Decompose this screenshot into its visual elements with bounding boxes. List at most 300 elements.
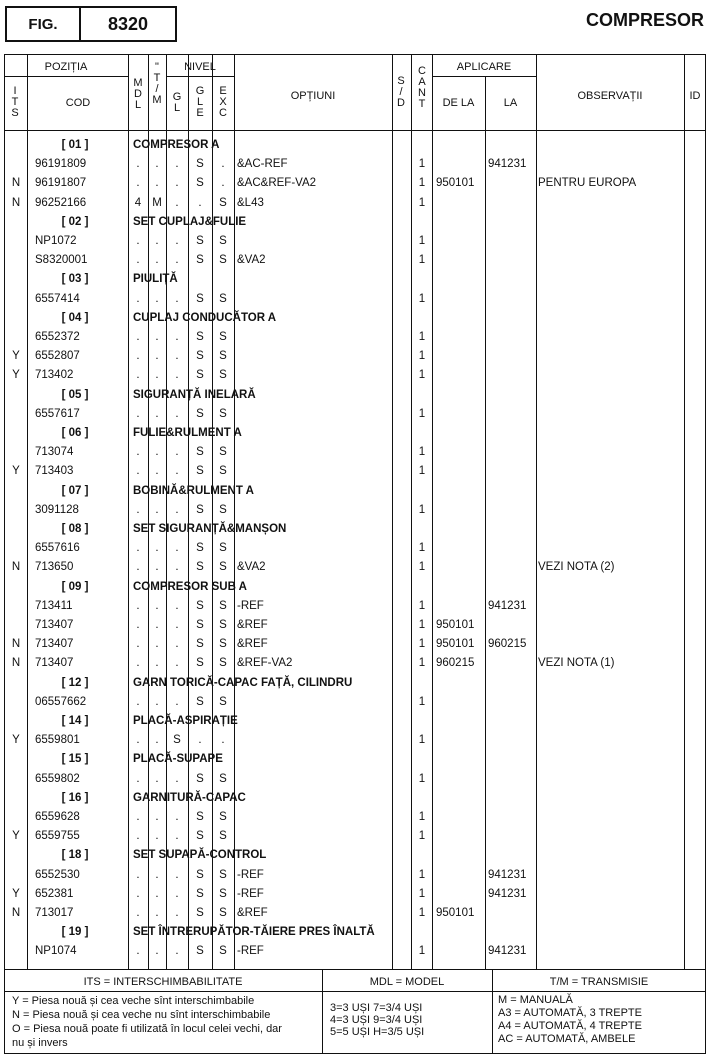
gle-value: S	[196, 907, 204, 919]
mdl-value: .	[136, 561, 140, 574]
group-number: [ 19 ]	[61, 926, 89, 939]
legend-its-line: Y = Piesa nouă și cea veche sînt interschimbabile	[12, 995, 255, 1007]
gle-value: S	[196, 254, 204, 267]
grid-line	[485, 76, 486, 970]
tm-value: .	[155, 465, 159, 478]
header-pozitia: POZIȚIA	[44, 61, 88, 73]
exc-value: S	[219, 599, 227, 612]
gle-value: S	[196, 561, 204, 574]
group-number: [ 05 ]	[61, 388, 89, 401]
gle-value: S	[196, 158, 204, 171]
grid-line	[411, 54, 412, 970]
gle-value: S	[196, 235, 204, 247]
gle-value: S	[196, 945, 204, 958]
dela-value: 960215	[436, 657, 475, 670]
part-code: 713407	[35, 638, 74, 651]
exc-value: S	[219, 695, 227, 708]
legend-its-title: ITS = INTERSCHIMBABILITATE	[83, 976, 243, 988]
legend-divider	[4, 991, 706, 992]
mdl-value: .	[136, 945, 140, 958]
mdl-value: .	[136, 331, 140, 343]
exc-value: S	[219, 235, 227, 247]
gl-value: .	[175, 561, 179, 574]
exc-value: .	[221, 734, 225, 747]
cant-value: 1	[418, 657, 426, 670]
group-name: PLACĂ-ASPIRAȚIE	[133, 715, 238, 727]
exc-value: S	[219, 542, 227, 555]
gl-value: .	[175, 868, 179, 881]
legend-mdl-title: MDL = MODEL	[369, 976, 445, 988]
tm-value: .	[155, 331, 159, 343]
exc-value: S	[219, 868, 227, 881]
cant-value: 1	[418, 158, 426, 171]
group-number: [ 06 ]	[61, 427, 89, 439]
cant-value: 1	[418, 465, 426, 478]
gl-value: .	[175, 235, 179, 247]
legend-its-line: O = Piesa nouă poate fi utilizată în locul celei vechi, dar	[12, 1023, 282, 1035]
group-name: SET SUPAPĂ-CONTROL	[133, 849, 267, 862]
header-id: ID	[689, 90, 701, 102]
mdl-value: .	[136, 811, 140, 823]
exc-value: S	[219, 407, 227, 420]
option-value: &REF-VA2	[237, 657, 293, 670]
part-code: S8320001	[35, 254, 88, 267]
its-value: Y	[12, 734, 20, 747]
gle-value: S	[196, 369, 204, 382]
option-value: &REF	[237, 619, 268, 631]
gl-value: .	[175, 638, 179, 651]
gle-value: S	[196, 830, 204, 843]
cant-value: 1	[418, 369, 426, 382]
aplicare-divider	[432, 76, 536, 77]
part-code: 96191807	[35, 177, 87, 190]
gle-value: S	[196, 465, 204, 478]
mdl-value: .	[136, 868, 140, 881]
gl-value: .	[175, 772, 179, 785]
gl-value: .	[175, 446, 179, 459]
part-code: 6557617	[35, 407, 80, 420]
exc-value: S	[219, 446, 227, 459]
cant-value: 1	[418, 542, 426, 555]
tm-value: .	[155, 772, 159, 785]
group-number: [ 09 ]	[61, 580, 89, 593]
group-name: CUPLAJ CONDUCĂTOR A	[133, 311, 277, 324]
exc-value: S	[219, 619, 227, 631]
its-value: Y	[12, 369, 20, 382]
group-number: [ 18 ]	[61, 849, 89, 862]
cant-value: 1	[418, 350, 426, 363]
gle-value: S	[196, 407, 204, 420]
tm-value: .	[155, 945, 159, 958]
gl-value: .	[175, 657, 179, 670]
its-value: N	[11, 196, 21, 209]
grid-line	[234, 54, 235, 970]
cant-value: 1	[418, 331, 426, 343]
gl-value: .	[175, 254, 179, 267]
dela-value: 950101	[436, 177, 475, 190]
legend-tm-line: A4 = AUTOMATĂ, 4 TREPTE	[498, 1020, 642, 1032]
cant-value: 1	[418, 907, 426, 919]
legend-mdl-line: 3=3 UȘI 7=3/4 UȘI	[330, 1002, 423, 1014]
header-cod: COD	[65, 97, 91, 109]
option-value: &AC&REF-VA2	[237, 177, 317, 190]
group-number: [ 04 ]	[61, 311, 89, 324]
parts-table	[4, 54, 706, 970]
gle-value: S	[196, 446, 204, 459]
header-dela: DE LA	[442, 97, 475, 109]
cant-value: 1	[418, 734, 426, 747]
group-name: PIULIȚĂ	[133, 273, 178, 286]
gle-value: S	[196, 657, 204, 670]
mdl-value: .	[136, 254, 140, 267]
tm-value: .	[155, 369, 159, 382]
grid-line	[148, 54, 149, 970]
tm-value: .	[155, 235, 159, 247]
nivel-divider	[166, 76, 234, 77]
gl-value: .	[175, 465, 179, 478]
group-name: PLACĂ-SUPAPE	[133, 753, 223, 766]
tm-value: .	[155, 350, 159, 363]
exc-value: S	[219, 350, 227, 363]
part-code: 6559802	[35, 772, 80, 785]
grid-line	[188, 54, 189, 970]
exc-value: S	[219, 811, 227, 823]
mdl-value: .	[136, 830, 140, 843]
part-code: 96191809	[35, 158, 87, 171]
gl-value: .	[175, 695, 179, 708]
tm-value: .	[155, 619, 159, 631]
exc-value: S	[219, 887, 227, 900]
option-value: &L43	[237, 196, 264, 209]
tm-value: M	[152, 196, 162, 209]
mdl-value: .	[136, 446, 140, 459]
part-code: 713074	[35, 446, 74, 459]
mdl-value: .	[136, 542, 140, 555]
header-cant: C A N T	[418, 65, 426, 110]
part-code: 6559755	[35, 830, 80, 843]
gle-value: S	[196, 331, 204, 343]
page-title: COMPRESOR	[585, 10, 704, 30]
cant-value: 1	[418, 811, 426, 823]
gl-value: .	[175, 811, 179, 823]
gle-value: S	[196, 619, 204, 631]
observatii-value: VEZI NOTA (1)	[538, 657, 615, 670]
grid-line	[27, 54, 28, 970]
grid-line	[432, 54, 433, 970]
part-code: 713403	[35, 465, 74, 478]
exc-value: S	[219, 254, 227, 267]
cant-value: 1	[418, 619, 426, 631]
its-value: Y	[12, 465, 20, 478]
part-code: 713402	[35, 369, 74, 382]
exc-value: .	[221, 158, 225, 171]
part-code: 713407	[35, 657, 74, 670]
gl-value: .	[175, 830, 179, 843]
group-name: COMPRESOR A	[133, 139, 220, 151]
grid-line	[392, 54, 393, 970]
header-its: I T S	[11, 85, 19, 119]
option-value: &VA2	[237, 254, 266, 267]
gl-value: .	[175, 292, 179, 305]
part-code: 6557414	[35, 292, 80, 305]
part-code: 3091128	[35, 503, 79, 516]
mdl-value: .	[136, 369, 140, 382]
cant-value: 1	[418, 177, 426, 190]
part-code: NP1072	[35, 235, 77, 247]
gle-value: S	[196, 350, 204, 363]
cant-value: 1	[418, 292, 426, 305]
tm-value: .	[155, 695, 159, 708]
its-value: N	[11, 657, 21, 670]
gl-value: .	[175, 599, 179, 612]
mdl-value: .	[136, 350, 140, 363]
gl-value: .	[175, 945, 179, 958]
cant-value: 1	[418, 599, 426, 612]
tm-value: .	[155, 407, 159, 420]
grid-line	[212, 54, 213, 970]
mdl-value: .	[136, 907, 140, 919]
tm-value: .	[155, 830, 159, 843]
header-la: LA	[503, 97, 518, 109]
header-observatii: OBSERVAȚII	[577, 90, 643, 102]
header-sd: S / D	[397, 75, 405, 109]
part-code: 6557616	[35, 542, 80, 555]
group-number: [ 07 ]	[61, 484, 89, 497]
part-code: 713411	[35, 599, 73, 612]
tm-value: .	[155, 254, 159, 267]
gle-value: S	[196, 177, 204, 190]
its-value: Y	[12, 830, 20, 843]
group-name: SET ÎNTRERUPĂTOR-TĂIERE PRES ÎNALTĂ	[133, 926, 375, 939]
exc-value: S	[219, 331, 227, 343]
grid-line	[536, 54, 537, 970]
tm-value: .	[155, 811, 159, 823]
observatii-value: VEZI NOTA (2)	[538, 561, 615, 574]
tm-value: .	[155, 561, 159, 574]
exc-value: .	[221, 177, 225, 190]
gle-value: S	[196, 772, 204, 785]
gl-value: .	[175, 503, 179, 516]
option-value: &REF	[237, 638, 268, 651]
exc-value: S	[219, 503, 227, 516]
group-name: BOBINĂ&RULMENT A	[133, 484, 254, 497]
tm-value: .	[155, 599, 159, 612]
gl-value: .	[175, 158, 179, 171]
exc-value: S	[219, 907, 227, 919]
part-code: 6559801	[35, 734, 80, 747]
tm-value: .	[155, 542, 159, 555]
tm-value: .	[155, 734, 159, 747]
tm-value: .	[155, 158, 159, 171]
gl-value: .	[175, 196, 179, 209]
gl-value: .	[175, 177, 179, 190]
la-value: 941231	[488, 158, 527, 171]
cant-value: 1	[418, 196, 426, 209]
exc-value: S	[219, 772, 227, 785]
option-value: &REF	[237, 907, 268, 919]
group-number: [ 15 ]	[61, 753, 89, 766]
mdl-value: .	[136, 887, 140, 900]
la-value: 941231	[488, 887, 527, 900]
cant-value: 1	[418, 235, 426, 247]
gle-value: S	[196, 695, 204, 708]
group-name: SIGURANȚĂ INELARĂ	[133, 388, 256, 401]
group-number: [ 12 ]	[61, 676, 89, 689]
option-value: &VA2	[237, 561, 266, 574]
mdl-value: .	[136, 772, 140, 785]
exc-value: S	[219, 945, 227, 958]
cant-value: 1	[418, 887, 426, 900]
legend-tm-line: M = MANUALĂ	[498, 994, 573, 1006]
gle-value: S	[196, 292, 204, 305]
exc-value: S	[219, 657, 227, 670]
la-value: 941231	[488, 599, 527, 612]
option-value: &AC-REF	[237, 158, 288, 171]
exc-value: S	[219, 369, 227, 382]
gle-value: S	[196, 542, 204, 555]
group-number: [ 03 ]	[61, 273, 89, 286]
gl-value: .	[175, 887, 179, 900]
its-value: N	[11, 638, 21, 651]
mdl-value: .	[136, 599, 140, 612]
gle-value: S	[196, 503, 204, 516]
tm-value: .	[155, 177, 159, 190]
exc-value: S	[219, 292, 227, 305]
part-code: 713407	[35, 619, 74, 631]
legend-tm-line: A3 = AUTOMATĂ, 3 TREPTE	[498, 1007, 642, 1019]
cant-value: 1	[418, 945, 426, 958]
mdl-value: .	[136, 407, 140, 420]
mdl-value: .	[136, 503, 140, 516]
option-value: -REF	[237, 945, 264, 958]
mdl-value: .	[136, 619, 140, 631]
fig-label: FIG.	[5, 6, 81, 42]
tm-value: .	[155, 907, 159, 919]
legend-mdl-line: 5=5 UȘI H=3/5 UȘI	[330, 1026, 425, 1038]
header-mdl: M D L	[133, 77, 143, 111]
cant-value: 1	[418, 503, 426, 516]
header-divider	[4, 130, 706, 131]
cant-value: 1	[418, 407, 426, 420]
part-code: 6552372	[35, 331, 80, 343]
legend-tm-line: AC = AUTOMATĂ, AMBELE	[498, 1033, 636, 1045]
exc-value: S	[219, 561, 227, 574]
mdl-value: .	[136, 695, 140, 708]
part-code: 6552807	[35, 350, 80, 363]
mdl-value: .	[136, 657, 140, 670]
cant-value: 1	[418, 446, 426, 459]
group-name: COMPRESOR SUB A	[133, 580, 247, 593]
header-aplicare: APLICARE	[456, 61, 512, 73]
group-number: [ 14 ]	[61, 715, 89, 727]
la-value: 960215	[488, 638, 527, 651]
gl-value: .	[175, 331, 179, 343]
group-number: [ 08 ]	[61, 523, 89, 535]
fig-number: 8320	[81, 6, 177, 42]
its-value: Y	[12, 350, 20, 363]
header-gle: G L E	[195, 85, 205, 119]
exc-value: S	[219, 465, 227, 478]
part-code: 06557662	[35, 695, 87, 708]
cant-value: 1	[418, 254, 426, 267]
exc-value: S	[219, 638, 227, 651]
gle-value: S	[196, 599, 204, 612]
gle-value: .	[198, 734, 202, 747]
group-number: [ 16 ]	[61, 791, 89, 804]
gl-value: .	[175, 542, 179, 555]
tm-value: .	[155, 446, 159, 459]
exc-value: S	[219, 830, 227, 843]
dela-value: 950101	[436, 619, 475, 631]
header-nivel: NIVEL	[184, 61, 216, 73]
gl-value: .	[175, 369, 179, 382]
mdl-value: .	[136, 638, 140, 651]
mdl-value: .	[136, 465, 140, 478]
gl-value: .	[175, 907, 179, 919]
tm-value: .	[155, 887, 159, 900]
cant-value: 1	[418, 695, 426, 708]
option-value: -REF	[237, 599, 264, 612]
part-code: 713017	[35, 907, 74, 919]
group-name: GARNITURĂ-CAPAC	[133, 791, 246, 804]
mdl-value: .	[136, 158, 140, 171]
part-code: NP1074	[35, 945, 77, 958]
gle-value: S	[196, 887, 204, 900]
its-value: N	[11, 177, 21, 190]
gle-value: S	[196, 811, 204, 823]
gl-value: .	[175, 407, 179, 420]
grid-line	[684, 54, 685, 970]
exc-value: S	[219, 196, 227, 209]
tm-value: .	[155, 292, 159, 305]
grid-line	[166, 54, 167, 970]
group-name: GARN TORICĂ-CAPAC FAȚĂ, CILINDRU	[133, 676, 353, 689]
part-code: 652381	[35, 887, 74, 900]
tm-value: .	[155, 868, 159, 881]
mdl-value: .	[136, 292, 140, 305]
cant-value: 1	[418, 561, 426, 574]
gle-value: .	[198, 196, 202, 209]
header-exc: E X C	[219, 85, 227, 119]
la-value: 941231	[488, 945, 527, 958]
legend-its-line: N = Piesa nouă și cea veche nu sînt interschimbabile	[12, 1009, 271, 1021]
its-value: N	[11, 561, 21, 574]
its-value: Y	[12, 887, 20, 900]
gl-value: .	[175, 619, 179, 631]
header-gl: G L	[172, 91, 182, 114]
gl-value: .	[175, 350, 179, 363]
gle-value: S	[196, 868, 204, 881]
part-code: 96252166	[35, 196, 87, 209]
header-optiuni: OPȚIUNI	[290, 90, 336, 102]
grid-line	[128, 54, 129, 970]
dela-value: 950101	[436, 907, 475, 919]
group-number: [ 01 ]	[61, 139, 89, 151]
la-value: 941231	[488, 868, 527, 881]
group-name: SET CUPLAJ&FULIE	[133, 215, 247, 228]
legend-its-line: nu și invers	[12, 1037, 68, 1049]
legend-mdl-line: 4=3 UȘI 9=3/4 UȘI	[330, 1014, 423, 1026]
part-code: 6559628	[35, 811, 80, 823]
mdl-value: 4	[134, 196, 142, 209]
cant-value: 1	[418, 868, 426, 881]
mdl-value: .	[136, 177, 140, 190]
mdl-value: .	[136, 734, 140, 747]
dela-value: 950101	[436, 638, 475, 651]
cant-value: 1	[418, 772, 426, 785]
observatii-value: PENTRU EUROPA	[538, 177, 637, 190]
group-number: [ 02 ]	[61, 215, 89, 228]
